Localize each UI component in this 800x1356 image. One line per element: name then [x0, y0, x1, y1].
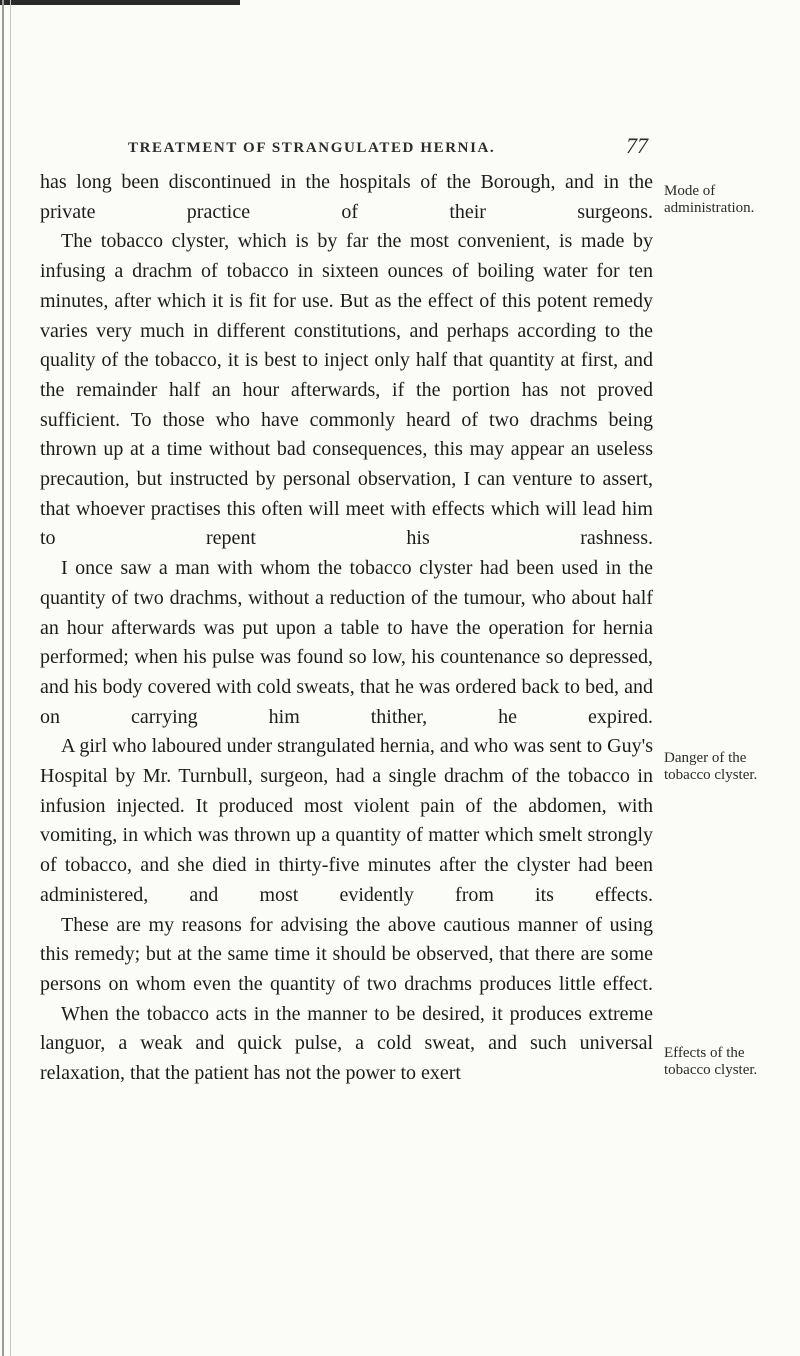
margin-note-mode-of-administration: Mode of administration.: [664, 183, 755, 216]
binding-gutter-shadow: [10, 0, 11, 1356]
paragraph-reasons: These are my reasons for advising the above cautious manner of using this remedy; but at the same time it should be observed, that there are some persons on whom even the quantity of two drachms produces little effect.: [40, 913, 653, 995]
binding-gutter: [2, 0, 4, 1356]
running-head: TREATMENT OF STRANGULATED HERNIA.: [128, 140, 496, 156]
paragraph-case-girl: A girl who laboured under strangulated hernia, and who was sent to Guy's Hospital by Mr. Turnbull, surgeon, had a single drachm of the tobacco in infusion injected. It produced most violent pain of the abdomen, with vomiting, in which was thrown up a quantity of matter which smelt strongly of tobacco, and she died in thirty-five minutes after the clyster had been administered, and most evidently from its effects.: [40, 735, 653, 906]
paragraph-mode-of-administration: The tobacco clyster, which is by far the most convenient, is made by infusing a drachm of tobacco in sixteen ounces of boiling water for ten minutes, after which it is fit for use. But as the effect of this potent remedy varies very much in different constitutions, and perhaps according to the quality of the tobacco, it is best to inject only half that quantity at first, and the remainder half an hour afterwards, if the portion has not proved sufficient. To those who have commonly heard of two drachms being thrown up at a time without bad consequences, this may appear an useless precaution, but instructed by personal observation, I can venture to assert, that whoever practises this often will meet with effects which will lead him to repent his rashness.: [40, 230, 653, 550]
paragraph-continuation: has long been discontinued in the hospitals of the Borough, and in the private practice of their surgeons.: [40, 171, 653, 223]
page-number: 77: [626, 133, 648, 158]
body-text: [40, 168, 653, 1089]
page-top-edge: [0, 0, 240, 5]
margin-note-danger: Danger of the tobacco clyster.: [664, 750, 758, 783]
paragraph-effects: When the tobacco acts in the manner to be desired, it produces extreme languor, a weak and quick pulse, a cold sweat, and such universal relaxation, that the patient has not the power to exert: [40, 1002, 653, 1085]
paragraph-case-man: I once saw a man with whom the tobacco clyster had been used in the quantity of two drachms, without a reduction of the tumour, who about half an hour afterwards was put upon a table to have the operation for hernia performed; when his pulse was found so low, his countenance so depressed, and his body covered with cold sweats, that he was ordered back to bed, and on carrying him thither, he expired.: [40, 557, 653, 728]
margin-note-effects: Effects of the tobacco clyster.: [664, 1045, 758, 1078]
